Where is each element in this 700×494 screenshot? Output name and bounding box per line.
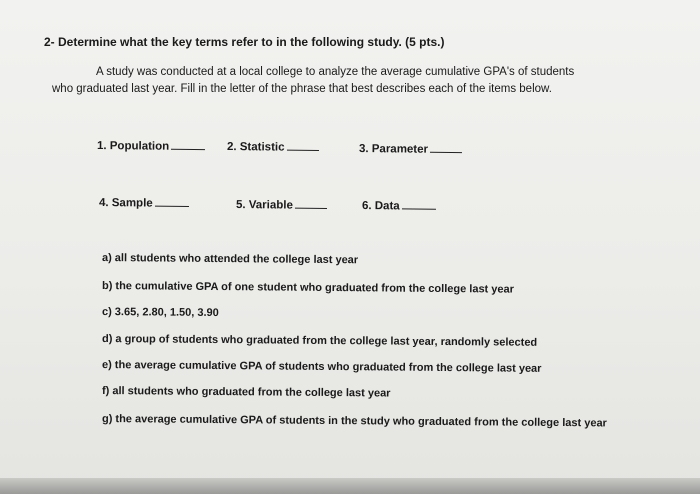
option-e: e) the average cumulative GPA of students who graduated from the college last year <box>101 359 542 375</box>
option-a: a) all students who attended the college last year <box>101 252 359 267</box>
term-data <box>362 200 436 213</box>
term-label: 6. Data <box>361 200 400 213</box>
term-parameter <box>359 143 462 156</box>
term-label: 3. Parameter <box>358 143 429 156</box>
answer-blank-sample[interactable] <box>155 205 189 207</box>
study-description <box>52 64 642 98</box>
question-title: 2- Determine what the key terms refer to in the following study. (5 pts.) <box>44 35 445 49</box>
answer-blank-statistic[interactable] <box>286 149 318 151</box>
term-variable <box>236 199 327 212</box>
option-c: c) 3.65, 2.80, 1.50, 3.90 <box>101 306 219 320</box>
option-b: b) the cumulative GPA of one student who graduated from the college last year <box>101 280 514 296</box>
term-label: 1. Population <box>96 140 170 153</box>
option-d: d) a group of students who graduated from the college last year, randomly selected <box>101 333 538 349</box>
answer-blank-data[interactable] <box>402 207 436 209</box>
answer-blank-variable[interactable] <box>295 207 327 209</box>
term-label: 2. Statistic <box>226 141 285 154</box>
study-description-line-2: who graduated last year. Fill in the letter of the phrase that best describes each of the items below. <box>52 83 552 95</box>
term-label: 4. Sample <box>98 197 153 210</box>
term-label: 5. Variable <box>235 199 293 212</box>
term-sample <box>99 197 189 210</box>
study-description-line-1: A study was conducted at a local college to analyze the average cumulative GPA's of students <box>96 66 575 78</box>
option-g: g) the average cumulative GPA of students in the study who graduated from the college last year <box>101 413 607 430</box>
page-bottom-edge <box>0 478 700 494</box>
term-statistic <box>227 141 319 154</box>
answer-blank-parameter[interactable] <box>430 151 462 153</box>
answer-blank-population[interactable] <box>171 148 205 150</box>
term-population <box>97 140 205 153</box>
option-f: f) all students who graduated from the college last year <box>101 385 391 400</box>
